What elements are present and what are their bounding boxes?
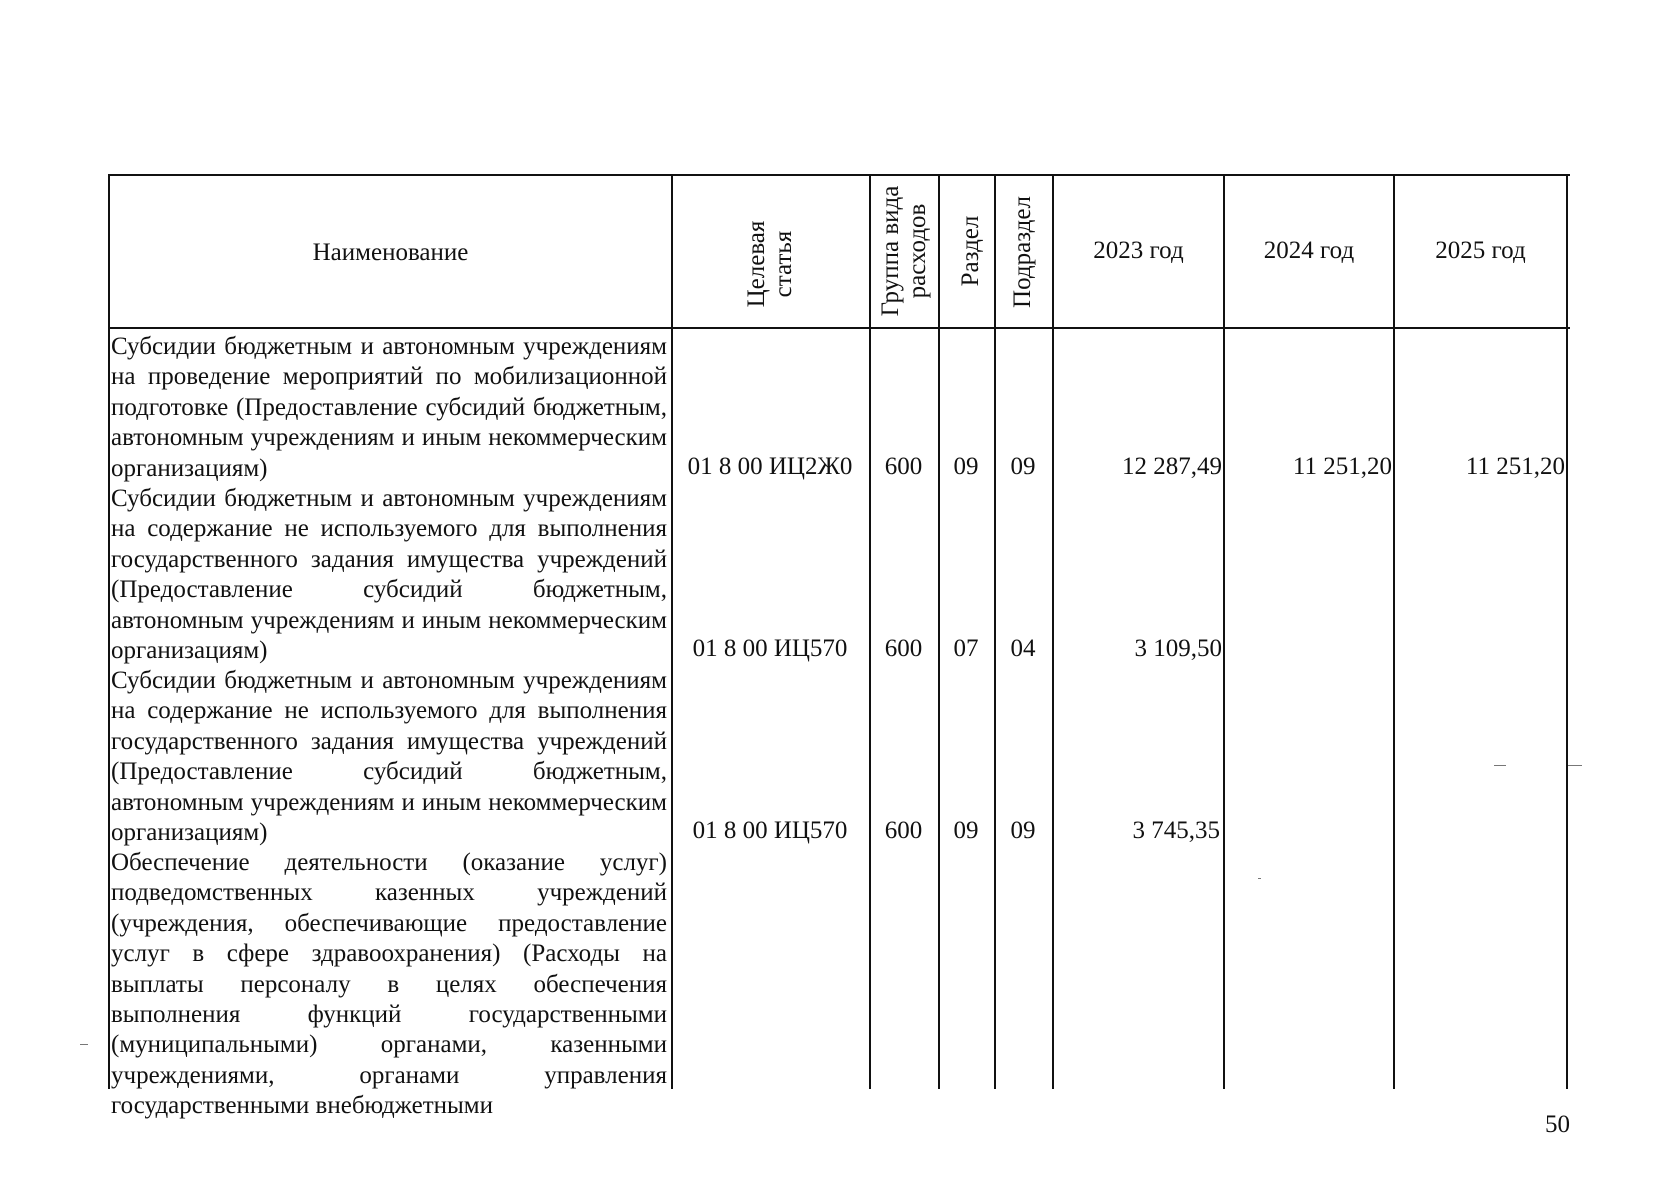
row-target: 01 8 00 ИЦ570 [692,817,848,844]
row-target: 01 8 00 ИЦ570 [692,635,848,662]
column-divider [1223,174,1225,1089]
column-divider [671,174,673,1089]
column-divider [869,174,871,1089]
row-group: 600 [884,817,923,844]
row-value-2023: 12 287,49 [1122,453,1222,480]
row-value-2023: 3 109,50 [1134,635,1222,662]
row-value-2025: 11 251,20 [1465,453,1565,480]
header-group-line2: расходов [904,203,931,299]
scan-speck [1494,765,1506,766]
header-2023: 2023 год [1093,237,1184,264]
row-subsection: 09 [1010,817,1036,844]
scan-speck [1568,765,1582,766]
row-subsection: 04 [1010,635,1036,662]
column-divider [994,174,996,1089]
row-value-2024: 11 251,20 [1292,453,1392,480]
header-bottom-border [108,327,1570,329]
header-target-line2: статья [770,230,797,298]
header-target-line1: Целевая [743,220,770,308]
header-name: Наименование [312,239,469,266]
row-name: Субсидии бюджетным и автономным учреждениям на содержание не используемого для выполнения государственного задания имущества учреждений (Предоставление субсидий бюджетным, автономным учреждениям и иным некоммерческим организациям) [111,485,667,665]
column-divider [1052,174,1054,1089]
row-group: 600 [884,453,923,480]
header-2025: 2025 год [1435,237,1526,264]
scan-speck [1258,878,1261,879]
row-group: 600 [884,635,923,662]
header-section: Раздел [957,215,984,287]
table-top-border [108,174,1570,176]
row-name: Субсидии бюджетным и автономным учреждениям на проведение мероприятий по мобилизационной подготовке (Предоставление субсидий бюджетным, автономным учреждениям и иным некоммерческим организациям) [111,333,667,482]
table-left-border [108,174,110,1089]
header-target-article [743,194,797,334]
header-subsection: Подраздел [1009,196,1036,308]
column-divider [938,174,940,1089]
page-number: 50 [1545,1111,1570,1138]
row-subsection: 09 [1010,453,1036,480]
header-2024: 2024 год [1263,237,1355,264]
row-value-2023: 3 745,35 [1132,817,1220,844]
table-right-border [1566,174,1568,1089]
row-target: 01 8 00 ИЦ2Ж0 [687,453,853,480]
row-section: 07 [953,635,979,662]
row-section: 09 [953,453,979,480]
row-name: Субсидии бюджетным и автономным учреждениям на содержание не используемого для выполнения государственного задания имущества учреждений (Предоставление субсидий бюджетным, автономным учреждениям и иным некоммерческим организациям) [111,667,667,847]
row-section: 09 [953,817,979,844]
row-name: Обеспечение деятельности (оказание услуг) подведомственных казенных учреждений (учреждения, обеспечивающие предоставление услуг в сфере здравоохранения) (Расходы на выплаты персоналу в целях обеспечения выполнения функций государственными (муниципальными) органами, казенными учреждениями, органами управления государственными внебюджетными [111,849,667,1120]
header-group-line1: Группа вида [877,185,904,317]
header-expense-group [877,180,931,322]
column-divider [1393,174,1395,1089]
scan-speck [80,1044,88,1045]
